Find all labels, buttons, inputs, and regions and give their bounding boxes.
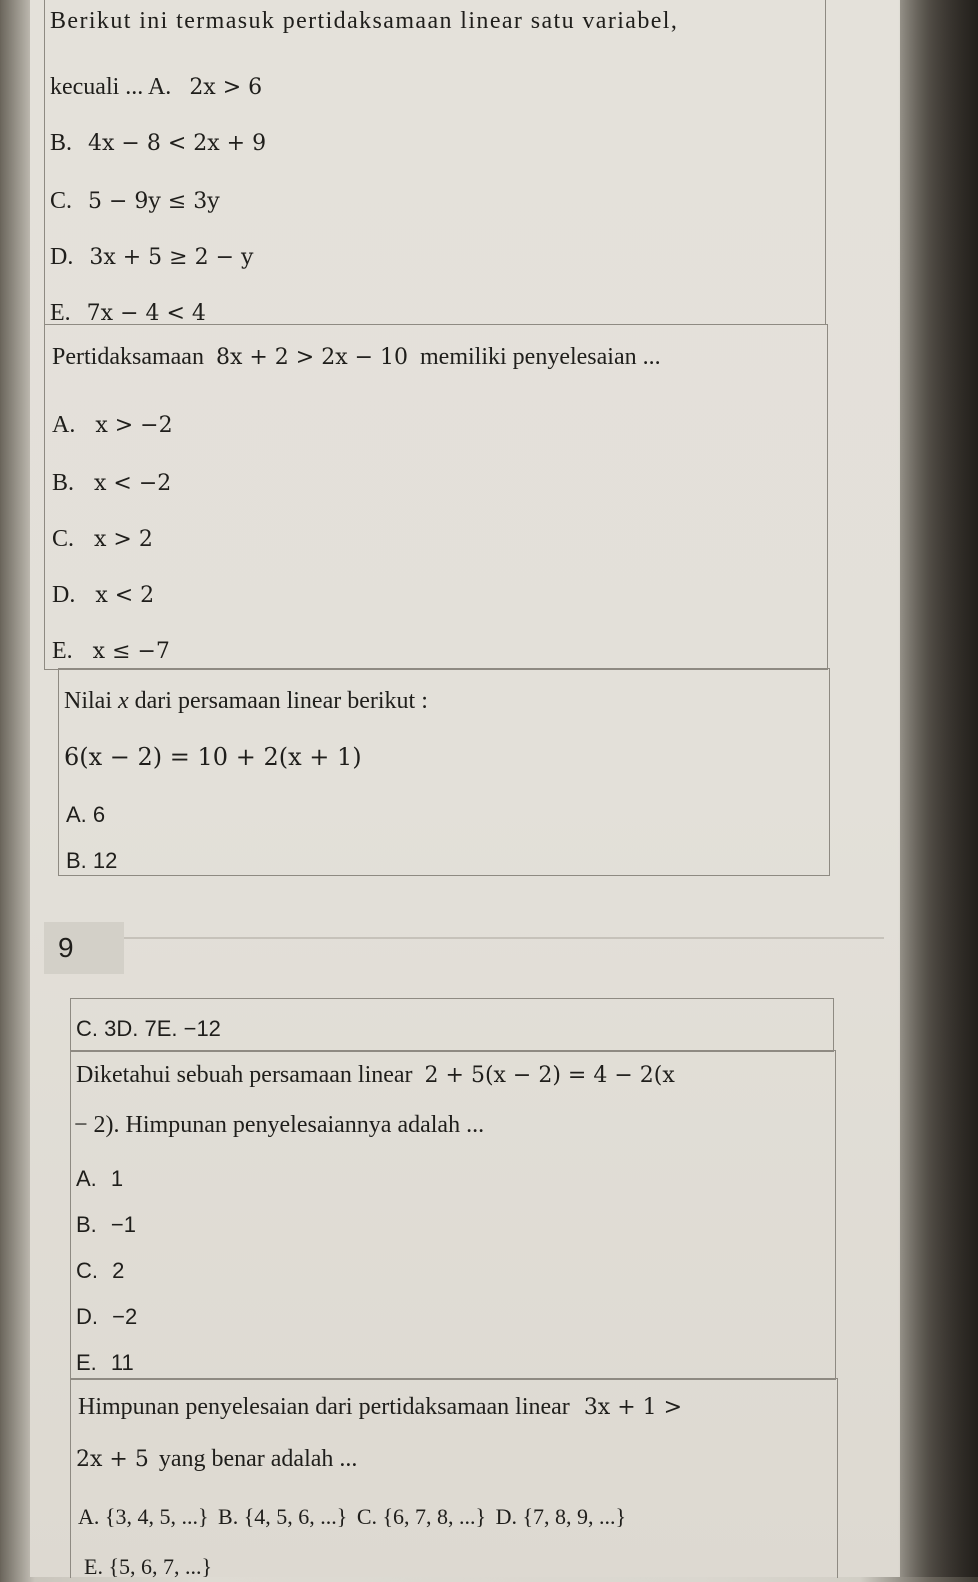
q2-option-e-row — [52, 636, 170, 667]
q4-question-line2: − 2). Himpunan penyelesaiannya adalah ... — [74, 1112, 485, 1138]
q4-option-d-row — [76, 1302, 137, 1332]
q2-option-label: C. — [52, 526, 75, 552]
q3-prefix: Nilai — [64, 688, 112, 714]
q5-prefix: Himpunan penyelesaian dari pertidaksamaan linear — [78, 1394, 570, 1420]
q1-option-c-label: C. — [50, 188, 73, 214]
q2-option-label: B. — [52, 470, 75, 496]
q1-option-b-label: B. — [50, 130, 73, 156]
q1-option-d: 3x + 5 ≥ 2 − y — [89, 245, 254, 270]
q1-option-c-row — [50, 186, 220, 217]
q5-option-a: A. {3, 4, 5, ...} — [78, 1504, 209, 1529]
q5-options-row — [78, 1502, 626, 1532]
q3-option-b: B. 12 — [66, 848, 118, 873]
q3-variable: x — [118, 688, 129, 714]
q4-option-c-row — [76, 1256, 124, 1286]
q4-option-value: 11 — [110, 1350, 134, 1375]
q4-option-value: −1 — [110, 1212, 137, 1237]
q2-option-label: E. — [52, 638, 73, 664]
q2-option-d-row — [52, 580, 154, 611]
q3-equation: 6(x − 2) = 10 + 2(x + 1) — [64, 743, 362, 771]
q5-suffix: yang benar adalah ... — [158, 1446, 358, 1472]
q4-option-a-row — [76, 1164, 123, 1194]
q2-suffix: memiliki penyelesaian ... — [420, 344, 661, 370]
q3-suffix: dari persamaan linear berikut : — [134, 688, 428, 714]
q4-option-label: A. — [76, 1166, 97, 1191]
q1-option-d-row — [50, 242, 253, 273]
q4-option-label: E. — [76, 1350, 97, 1375]
q4-question-line1 — [76, 1060, 675, 1091]
q1-option-b-row — [50, 128, 266, 159]
q5-question-line2 — [76, 1444, 357, 1475]
q1-option-d-label: D. — [50, 244, 74, 270]
q5-expression-part2: 2x + 5 — [76, 1447, 149, 1472]
q4-option-label: C. — [76, 1258, 98, 1283]
q1-text-prefix: kecuali ... A. — [50, 74, 172, 100]
q5-option-b: B. {4, 5, 6, ...} — [218, 1504, 348, 1529]
q5-option-c: C. {6, 7, 8, ...} — [356, 1504, 487, 1529]
q2-option-c-row — [52, 524, 153, 555]
q2-option-label: A. — [52, 412, 76, 438]
q2-option-value: x > −2 — [95, 413, 173, 438]
q2-option-b-row — [52, 468, 171, 499]
q2-expression: 8x + 2 > 2x − 10 — [215, 345, 409, 370]
q3-question — [64, 686, 428, 716]
q4-option-label: B. — [76, 1212, 97, 1237]
q2-option-value: x ≤ −7 — [92, 639, 170, 664]
q5-option-e: E. {5, 6, 7, ...} — [84, 1554, 213, 1579]
q2-option-value: x < −2 — [94, 471, 172, 496]
q3-option-a: A. 6 — [66, 802, 106, 827]
question-4-box — [70, 1050, 836, 1380]
q4-expression: 2 + 5(x − 2) = 4 − 2(x — [424, 1063, 675, 1088]
q1-option-b: 4x − 8 < 2x + 9 — [88, 131, 267, 156]
q1-option-a: 2x > 6 — [189, 75, 263, 100]
question-1-box — [44, 0, 826, 325]
q2-option-a-row — [52, 410, 173, 441]
q1-option-e: 7x − 4 < 4 — [86, 301, 206, 326]
q1-option-c: 5 − 9y ≤ 3y — [88, 189, 220, 214]
q4-option-value: −2 — [112, 1304, 138, 1329]
q1-text-line1: Berikut ini termasuk pertidaksamaan linear satu variabel, — [50, 8, 679, 34]
q4-option-b-row — [76, 1210, 136, 1240]
photo-shadow-edge — [898, 0, 978, 1577]
q5-question-line1 — [78, 1392, 682, 1423]
q2-option-value: x < 2 — [95, 583, 155, 608]
page-number: 9 — [44, 922, 124, 974]
q5-expression-part1: 3x + 1 > — [583, 1395, 683, 1420]
q3-options-continued: C. 3D. 7E. −12 — [76, 1016, 221, 1041]
q5-option-d: D. {7, 8, 9, ...} — [495, 1504, 627, 1529]
q2-question — [52, 342, 661, 373]
q4-prefix: Diketahui sebuah persamaan linear — [76, 1062, 413, 1088]
q4-option-value: 1 — [110, 1166, 124, 1191]
q1-text-line2 — [50, 72, 262, 103]
page-divider — [124, 937, 884, 939]
q2-prefix: Pertidaksamaan — [52, 344, 204, 370]
q4-option-value: 2 — [112, 1258, 125, 1283]
q2-option-value: x > 2 — [94, 527, 153, 552]
q1-option-e-label: E. — [50, 300, 71, 326]
q4-option-e-row — [76, 1348, 134, 1378]
q2-option-label: D. — [52, 582, 76, 608]
q4-option-label: D. — [76, 1304, 98, 1329]
